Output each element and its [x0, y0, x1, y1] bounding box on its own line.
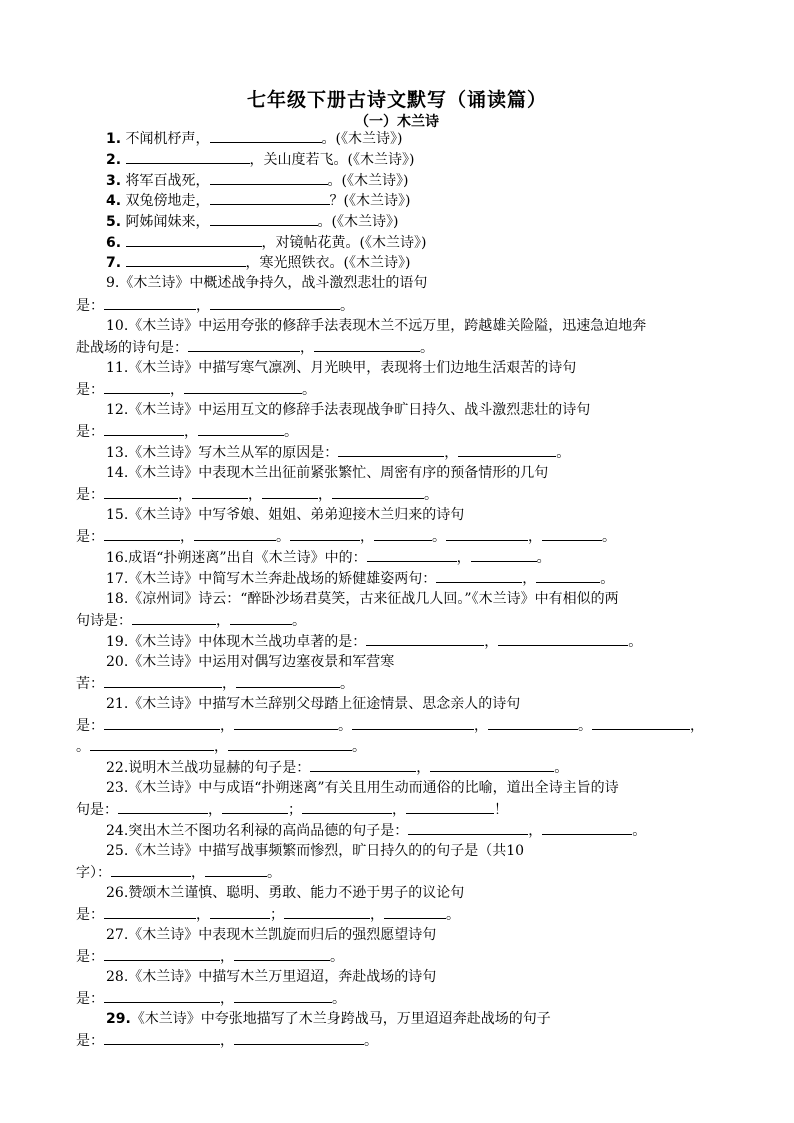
- answer-blank[interactable]: [104, 673, 222, 688]
- question-1: 1. 不闻机杼声， 。(《木兰诗》): [76, 128, 752, 149]
- question-15-answer: 是： ， 。 ， 。 ， 。: [76, 526, 722, 547]
- question-9-answer: 是： ， 。: [76, 295, 722, 316]
- answer-blank[interactable]: [210, 128, 322, 143]
- answer-blank[interactable]: [104, 988, 220, 1003]
- answer-blank[interactable]: [290, 526, 360, 541]
- question-16: 16.成语“扑朔迷离”出自《木兰诗》中的： ， 。: [76, 547, 752, 568]
- question-7: 7. ，寒光照铁衣。(《木兰诗》): [76, 252, 752, 273]
- answer-blank[interactable]: [222, 799, 288, 814]
- answer-blank[interactable]: [592, 715, 690, 730]
- question-11: 11.《木兰诗》中描写寒气凛冽、月光映甲，表现将士们边地生活艰苦的诗句: [106, 360, 577, 376]
- answer-blank[interactable]: [198, 421, 284, 436]
- question-25: 25.《木兰诗》中描写战事频繁而惨烈，旷日持久的的句子是（共10: [106, 843, 525, 859]
- answer-blank[interactable]: [104, 484, 178, 499]
- answer-blank[interactable]: [436, 568, 522, 583]
- answer-blank[interactable]: [284, 904, 370, 919]
- question-3: 3. 将军百战死， 。(《木兰诗》): [76, 170, 752, 191]
- question-6: 6. ，对镜帖花黄。(《木兰诗》): [76, 232, 752, 253]
- answer-blank[interactable]: [194, 526, 276, 541]
- answer-blank[interactable]: [111, 862, 191, 877]
- page-title: 七年级下册古诗文默写（诵读篇）: [246, 89, 547, 111]
- question-21-answer-2: 。 ， 。: [76, 736, 722, 757]
- answer-blank[interactable]: [332, 484, 424, 499]
- answer-blank[interactable]: [104, 421, 184, 436]
- question-21: 21.《木兰诗》中描写木兰辞别父母踏上征途情景、思念亲人的诗句: [106, 696, 521, 712]
- answer-blank[interactable]: [408, 820, 528, 835]
- question-26-answer: 是： ， ； ， 。: [76, 904, 722, 925]
- answer-blank[interactable]: [126, 232, 262, 247]
- answer-blank[interactable]: [210, 904, 270, 919]
- answer-blank[interactable]: [104, 904, 196, 919]
- answer-blank[interactable]: [192, 484, 248, 499]
- question-17: 17.《木兰诗》中简写木兰奔赴战场的矫健雄姿两句： ， 。: [76, 568, 752, 589]
- answer-blank[interactable]: [104, 526, 180, 541]
- answer-blank[interactable]: [234, 715, 338, 730]
- answer-blank[interactable]: [498, 631, 628, 646]
- answer-blank[interactable]: [430, 757, 554, 772]
- answer-blank[interactable]: [446, 526, 528, 541]
- answer-blank[interactable]: [230, 610, 292, 625]
- answer-blank[interactable]: [406, 799, 494, 814]
- answer-blank[interactable]: [90, 736, 214, 751]
- question-24: 24.突出木兰不图功名利禄的高尚品德的句子是： ， 。: [76, 820, 752, 841]
- answer-blank[interactable]: [367, 547, 457, 562]
- question-28-answer: 是： ， 。: [76, 988, 722, 1009]
- answer-blank[interactable]: [458, 442, 556, 457]
- question-29: 29.《木兰诗》中夸张地描写了木兰身跨战马，万里迢迢奔赴战场的句子: [106, 1011, 551, 1027]
- answer-blank[interactable]: [542, 820, 632, 835]
- question-15: 15.《木兰诗》中写爷娘、姐姐、弟弟迎接木兰归来的诗句: [106, 507, 465, 523]
- answer-blank[interactable]: [104, 295, 196, 310]
- answer-blank[interactable]: [132, 610, 216, 625]
- answer-blank[interactable]: [314, 337, 420, 352]
- answer-blank[interactable]: [118, 799, 208, 814]
- answer-blank[interactable]: [184, 379, 302, 394]
- question-20-answer: 苦： ， 。: [76, 673, 722, 694]
- answer-blank[interactable]: [234, 988, 332, 1003]
- question-14: 14.《木兰诗》中表现木兰出征前紧张繁忙、周密有序的预备情形的几句: [106, 465, 549, 481]
- section-heading: （一）木兰诗: [355, 114, 439, 130]
- answer-blank[interactable]: [338, 442, 444, 457]
- question-19: 19.《木兰诗》中体现木兰战功卓著的是： ， 。: [76, 631, 752, 652]
- question-26: 26.赞颂木兰谨慎、聪明、勇敢、能力不逊于男子的议论句: [106, 885, 465, 901]
- answer-blank[interactable]: [262, 484, 318, 499]
- answer-blank[interactable]: [352, 715, 474, 730]
- answer-blank[interactable]: [104, 715, 220, 730]
- answer-blank[interactable]: [210, 190, 330, 205]
- answer-blank[interactable]: [542, 526, 602, 541]
- answer-blank[interactable]: [126, 149, 250, 164]
- question-27-answer: 是： ， 。: [76, 946, 722, 967]
- question-14-answer: 是： ， ， ， 。: [76, 484, 722, 505]
- question-9: 9.《木兰诗》中概述战争持久，战斗激烈悲壮的语句: [106, 275, 428, 291]
- answer-blank[interactable]: [471, 547, 537, 562]
- question-22: 22.说明木兰战功显赫的句子是： ， 。: [76, 757, 752, 778]
- answer-blank[interactable]: [104, 1030, 220, 1045]
- question-12-answer: 是： ， 。: [76, 421, 722, 442]
- question-10-answer: 赴战场的诗句是： ， 。: [76, 337, 722, 358]
- question-23-answer: 句是： ， ； ， ！: [76, 799, 722, 820]
- question-29-answer: 是： ， 。: [76, 1030, 722, 1051]
- answer-blank[interactable]: [536, 568, 600, 583]
- answer-blank[interactable]: [228, 736, 352, 751]
- answer-blank[interactable]: [366, 631, 484, 646]
- answer-blank[interactable]: [126, 252, 246, 267]
- answer-blank[interactable]: [104, 946, 220, 961]
- answer-blank[interactable]: [302, 799, 392, 814]
- answer-blank[interactable]: [210, 211, 318, 226]
- question-25-answer: 字）： ， 。: [76, 862, 722, 883]
- question-10: 10.《木兰诗》中运用夸张的修辞手法表现木兰不远万里，跨越雄关险隘，迅速急迫地奔: [106, 318, 647, 334]
- question-2: 2. ，关山度若飞。(《木兰诗》): [76, 149, 752, 170]
- answer-blank[interactable]: [488, 715, 578, 730]
- answer-blank[interactable]: [310, 757, 416, 772]
- answer-blank[interactable]: [188, 337, 300, 352]
- answer-blank[interactable]: [384, 904, 446, 919]
- question-28: 28.《木兰诗》中描写木兰万里迢迢，奔赴战场的诗句: [106, 969, 437, 985]
- answer-blank[interactable]: [374, 526, 432, 541]
- question-27: 27.《木兰诗》中表现木兰凯旋而归后的强烈愿望诗句: [106, 927, 437, 943]
- question-4: 4. 双兔傍地走， ？(《木兰诗》): [76, 190, 752, 211]
- answer-blank[interactable]: [236, 673, 340, 688]
- question-18-answer: 句诗是： ， 。: [76, 610, 722, 631]
- question-20: 20.《木兰诗》中运用对偶写边塞夜景和军营寒: [106, 654, 395, 670]
- question-21-answer: 是： ， 。 ， 。 ，: [76, 715, 722, 736]
- answer-blank[interactable]: [234, 946, 330, 961]
- answer-blank[interactable]: [210, 170, 328, 185]
- question-23: 23.《木兰诗》中与成语“扑朔迷离”有关且用生动而通俗的比喻，道出全诗主旨的诗: [106, 780, 619, 796]
- question-11-answer: 是： ， 。: [76, 379, 722, 400]
- question-12: 12.《木兰诗》中运用互文的修辞手法表现战争旷日持久、战斗激烈悲壮的诗句: [106, 402, 591, 418]
- answer-blank[interactable]: [210, 295, 340, 310]
- answer-blank[interactable]: [234, 1030, 364, 1045]
- answer-blank[interactable]: [205, 862, 267, 877]
- question-13: 13.《木兰诗》写木兰从军的原因是： ， 。: [76, 442, 752, 463]
- question-5: 5. 阿姊闻妹来， 。(《木兰诗》): [76, 211, 752, 232]
- question-18: 18.《凉州词》诗云：“醉卧沙场君莫笑，古来征战几人回。”《木兰诗》中有相似的两: [106, 591, 619, 607]
- answer-blank[interactable]: [104, 379, 170, 394]
